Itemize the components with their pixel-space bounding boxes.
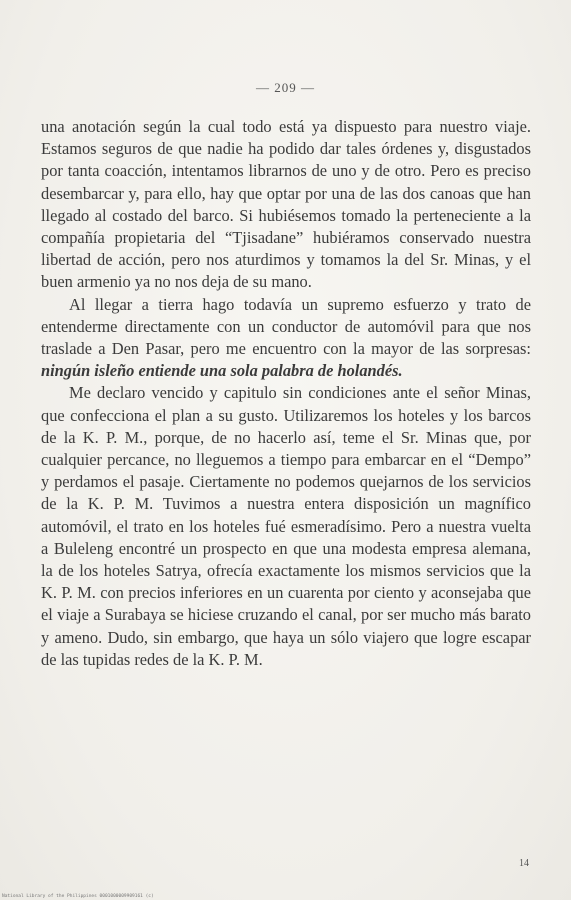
paragraph-2 (41, 294, 531, 383)
footer-credit: National Library of the Philippines 0001000009909161 (c) (2, 894, 154, 899)
page-number: — 209 — (256, 80, 315, 95)
body-text (41, 116, 531, 671)
paragraph-2-emphasis: ningún isleño entiende una sola palabra de holandés. (41, 361, 403, 381)
paragraph-3: Me declaro vencido y capitulo sin condiciones ante el señor Minas, que confecciona el plan a su gusto. Utilizaremos los hoteles y los barcos de la K. P. M., porque, de no hacerlo así, teme el Sr. Minas que, por cualquier percance, no lleguemos a tiempo para embarcar en el “Dempo” y perdamos el pasaje. Ciertamente no podemos quejarnos de los servicios de la K. P. M. Tuvimos a nuestra entera disposición un magnífico automóvil, el trato en los hoteles fué esmeradísimo. Pero a nuestra vuelta a Buleleng encontré un prospecto en que una modesta empresa alemana, la de los hoteles Satrya, ofrecía exactamente los mismos servicios que la K. P. M. con precios inferiores en un cuarenta por ciento y aconsejaba que el viaje a Surabaya se hiciese cruzando el canal, por ser mucho más barato y ameno. Dudo, sin embargo, que haya un sólo viajero que logre escapar de las tupidas redes de la K. P. M. (41, 383, 531, 669)
signature-mark: 14 (519, 858, 529, 869)
paragraph-1: una anotación según la cual todo está ya dispuesto para nuestro viaje. Estamos seguros de que nadie ha podido dar tales órdenes y, disgustados por tanta coacción, intentamos librarnos de uno y de otro. Pero es preciso desembarcar y, para ello, hay que optar por una de las dos canoas que han llegado al costado del barco. Si hubiésemos tomado la perteneciente a la compañía propietaria del “Tjisadane” hubiéramos conservado nuestra libertad de acción, pero nos aturdimos y tomamos la del Sr. Minas, y el buen armenio ya no nos deja de su mano. (41, 117, 531, 292)
paragraph-2-text: Al llegar a tierra hago todavía un supremo esfuerzo y trato de entenderme directamente con un conductor de automóvil para que nos traslade a Den Pasar, pero me encuentro con la mayor de las sorpresas: (41, 294, 531, 359)
